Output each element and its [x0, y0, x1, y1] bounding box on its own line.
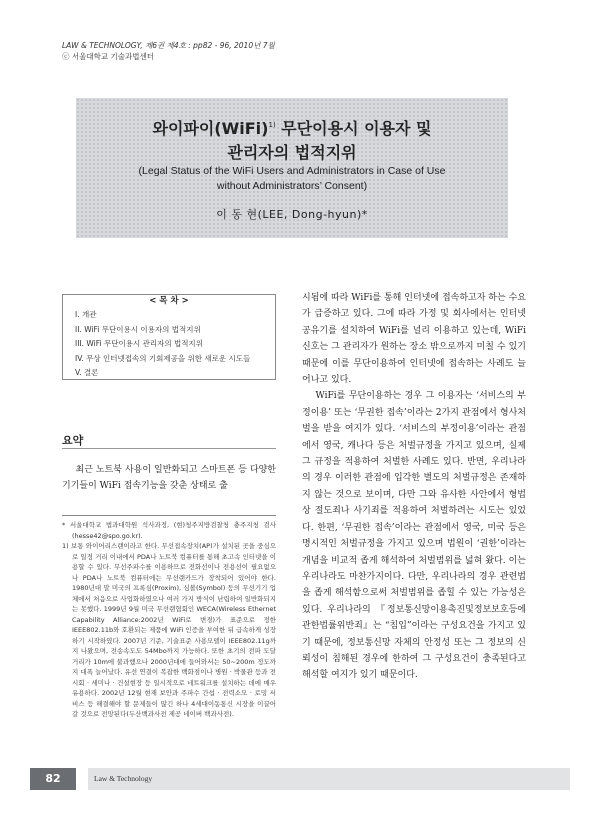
page-number: 82	[30, 768, 76, 790]
author-name: 이 동 현(LEE, Dong-hyun)*	[216, 208, 368, 221]
footnote-1: 1) 보통 와이어리스랜이라고 한다. 무선접속장치(AP)가 설치된 곳을 중심으로 일정 거리 이내에서 PDA나 노트북 컴퓨터를 통해 초고속 인터넷을 이용할 수 있다. 무선주파수를 이용하므로 전화선이나 전용선이 필요없으나 PDA나 노트북 컴퓨터에는 무선랜카드가 장착되어 있어야 한다. 1980년대 말 미국의 프록심(Proxim), 심볼(Symbol) 등의 무선기기 업체에서 처음으로 사업화하였으나 여러 가지 방식이 난립하여 일반화되지는 못했다. 1999년 9월 미국 무선랜협회인 WECA(Wireless Ethernet Capability Alliance:2002년 WiFi로 변경)가 표준으로 정한 IEEE802.11b와 호환되는 제품에 WiFi 인증을 부여한 뒤 급속하게 성장하기 시작하였다. 2007년 기준, 기술표준 사용모델이 IEEE802.11g까지 나왔으며, 전송속도도 54Mbo까지 가능하다. 또한 초기의 전파 도달거리가 10m에 불과했으나 2000년대에 들어와서는 50~200m 정도까지 대폭 늘어났다. 유선 연결이 복잡한 백화점이나 병원 · 박물관 등과 전시회 · 세미나 · 건설현장 등 일시적으로 네트워크를 설치하는 데에 매우 유용하다. 2002년 12월 현재 보안과 주파수 간섭 · 전력소모 · 로밍 서비스 등 해결해야 할 문제들이 많긴 하나 4세대이동통신 시장을 이끌어갈 것으로 전망된다(두산백과사전 제공 네이버 백과사전).	[62, 542, 276, 718]
footnote-marker[interactable]: 1)	[268, 121, 276, 129]
abstract-text-right	[302, 290, 526, 684]
footer-journal-name: Law & Technology	[88, 768, 570, 790]
footnotes	[62, 520, 276, 720]
toc-heading: < 목 차 >	[143, 296, 195, 306]
toc-item: V. 결론	[75, 368, 99, 377]
institution-line: ⓒ 서울대학교 기술과법센터	[62, 52, 154, 61]
abstract-text-left: 최근 노트북 사용이 일반화되고 스마트폰 등 다양한 기기들이 WiFi 접속기능을 갖춘 상태로 출	[62, 465, 276, 491]
abstract-divider	[62, 448, 276, 449]
korean-title-line2: 관리자의 법적지위	[227, 143, 357, 162]
title-block	[76, 98, 508, 238]
abstract-heading: 요약	[62, 434, 84, 447]
page-footer	[30, 768, 570, 790]
korean-title-line1: 와이파이(WiFi)$^{1)}$ 무단이용시 이용자 및	[152, 119, 432, 138]
journal-header	[62, 40, 275, 62]
table-of-contents	[62, 294, 276, 380]
author-footnote: * 서울대학교 법과대학원 석사과정, (현)청주지방검찰청 충주지청 검사(hesse42@spo.go.kr).	[62, 521, 276, 540]
toc-item: II. WiFi 무단이용시 이용자의 법적지위	[75, 324, 201, 334]
paragraph: WiFi를 무단이용하는 경우 그 이용자는 ‘서비스의 부정이용’ 또는 ‘무권한 접속’이라는 2가지 관점에서 형사처벌을 받을 여지가 있다. ‘서비스의 부정이용’이라는 관점에서 영국, 캐나다 등은 처벌규정을 가지고 있으며, 실제 그 규정을 적용하여 처벌한 사례도 있다. 반면, 우리나라의 경우 이러한 관점에 입각한 별도의 처벌규정은 존재하지 않는 것으로 보이며, 다만 그와 유사한 사안에서 형법상 절도죄나 사기죄를 적용하여 처벌하려는 시도는 있었다. 한편, ‘무권한 접속’이라는 관점에서 영국, 미국 등은 명시적인 처벌규정을 가지고 있으며 법원이 ‘권한’이라는 개념을 비교적 좁게 해석하여 처벌범위를 넓혀 왔다. 이는 우리나라도 마찬가지이다. 다만, 우리나라의 경우 관련법을 좁게 해석함으로써 처벌범위를 좁힐 수 있는 가능성은 있다. 우리나라의 『정보통신망이용촉진및정보보호등에관한법률위반죄』는 “침입”이라는 구성요건을 가지고 있기 때문에, 정보통신망 자체의 안정성 또는 그 정보의 신뢰성이 침해된 경우에 한하여 그 구성요건이 충족된다고 해석할 여지가 있기 때문이다.	[302, 391, 526, 681]
toc-list	[75, 308, 250, 381]
english-title-line1: (Legal Status of the WiFi Users and Administrators in Case of Use	[138, 165, 446, 177]
toc-item: I. 개관	[75, 310, 97, 319]
toc-item: IV. 무상 인터넷접속의 기회제공을 위한 새로운 시도들	[75, 353, 251, 363]
journal-citation: LAW & TECHNOLOGY, 제6권 제4호 : pp82 - 96, 2010년 7월	[62, 41, 275, 50]
toc-item: III. WiFi 무단이용시 관리자의 법적지위	[75, 339, 203, 348]
english-title-line2: without Administrators’ Consent)	[216, 180, 368, 192]
paragraph: 시됨에 따라 WiFi를 통해 인터넷에 접속하고자 하는 수요가 급증하고 있다. 그에 따라 가정 및 회사에서는 인터넷공유기를 설치하여 WiFi를 널리 이용하고 있는데, WiFi 신호는 그 관리자가 원하는 장소 밖으로까지 미칠 수 있기 때문에 이를 무단이용하여 인터넷에 접속하는 사례도 늘어나고 있다.	[302, 293, 526, 386]
footnote-divider	[62, 515, 276, 516]
